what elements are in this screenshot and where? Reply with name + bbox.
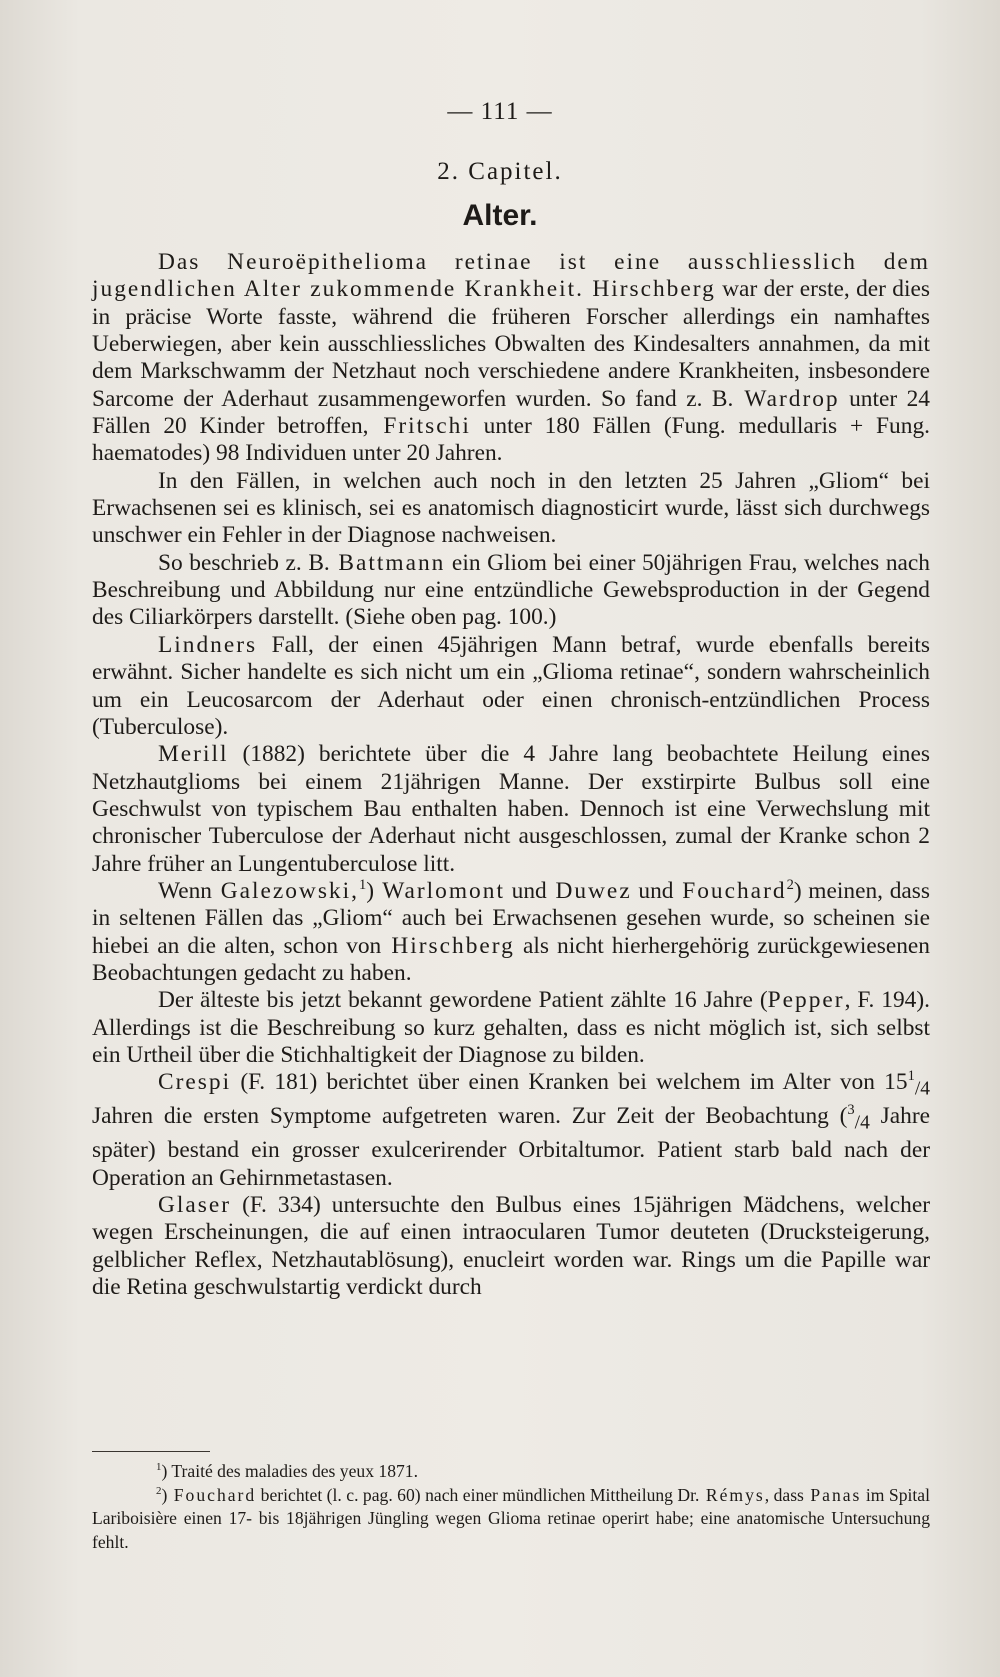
author-name: Duwez	[546, 877, 632, 904]
footnote-1	[92, 1460, 930, 1484]
paragraph-1	[92, 249, 930, 468]
footnote-2	[92, 1484, 930, 1555]
author-name: Merill	[158, 741, 229, 768]
text-run: Das Neuroëpithelioma retinae ist eine ausschliesslich dem jugendlichen Alter zukommende Krankheit.	[92, 249, 930, 303]
text-run: ) Traité des maladies des yeux 1871.	[161, 1461, 418, 1481]
text-run: , dass	[764, 1484, 804, 1505]
text-run: )	[161, 1484, 168, 1505]
author-name: Warlomont	[374, 877, 505, 904]
fraction-denominator: /4	[914, 1078, 930, 1100]
author-name: Lindners	[158, 631, 258, 658]
text-run: So beschrieb z. B.	[158, 549, 330, 576]
footnote-marker: 1	[358, 877, 367, 894]
body-text	[92, 249, 930, 1301]
text-run: Der älteste bis jetzt bekannt gewordene Patient zählte 16 Jahre (	[158, 987, 768, 1014]
text-run: (F. 334) untersuchte den Bulbus eines 15jährigen Mädchens, welcher wegen Erscheinungen, die auf einen intraocularen Tumor deuteten (Drucksteigerung, gelblicher Reflex, Netzhautablösung), enucleirt worden war. Rings um die Papille war die Retina geschwulstartig verdickt durch	[92, 1192, 930, 1301]
author-name: Fritschi	[368, 413, 471, 440]
text-run: , F. 194). Allerdings ist die Beschreibung so kurz gehalten, dass es nicht möglich ist, sich selbst ein Urtheil über die Stichhaltigkeit der Diagnose zu bilden.	[92, 987, 931, 1068]
text-run: Jahren die ersten Symptome aufgetreten waren. Zur Zeit der Beobachtung (	[92, 1103, 848, 1130]
text-run: )	[366, 877, 375, 904]
paragraph-2	[92, 468, 930, 550]
text-run: unter 180 Fällen (Fung. medullaris + Fung. haematodes) 98 Individuen unter 20 Jahren.	[92, 413, 930, 467]
footnote-divider	[92, 1451, 210, 1452]
text-run: berichtet (l. c. pag. 60) nach einer mündlichen Mittheilung Dr.	[256, 1484, 700, 1505]
author-name: Hirschberg	[381, 932, 515, 959]
paragraph-6	[92, 878, 930, 987]
footnote-marker: 2	[156, 1484, 162, 1497]
section-title: Alter.	[462, 199, 538, 232]
footnotes	[92, 1460, 930, 1554]
page-number: — 111 —	[447, 98, 553, 125]
author-name: Wardrop	[733, 385, 840, 412]
author-name: Battmann	[329, 549, 446, 576]
paragraph-9	[92, 1192, 930, 1301]
author-name: Crespi	[158, 1069, 232, 1096]
text-run: unter 24 Fällen 20 Kinder betroffen,	[92, 385, 930, 440]
author-name: Galezowski,	[211, 877, 359, 904]
text-run: und	[631, 877, 674, 904]
text-run: und	[504, 877, 547, 904]
paragraph-5	[92, 741, 930, 878]
text-run: (1882) berichtete über die 4 Jahre lang beobachtete Heilung eines Netzhautglioms bei einem 21jährigen Manne. Der exstirpirte Bulbus soll eine Geschwulst von typischem Bau enthalten haben. Dennoch ist eine Verwechslung mit chronischer Tuberculose der Aderhaut nicht ausgeschlossen, zumal der Kranke schon 2 Jahre früher an Lungentuberculose litt.	[92, 741, 930, 877]
fraction-numerator: 3	[847, 1102, 855, 1119]
paragraph-3	[92, 550, 930, 632]
author-name: Fouchard	[167, 1484, 257, 1505]
text-run: ) meinen, dass in seltenen Fällen das „Gliom“ auch bei Erwachsenen gesehen wurde, so scheinen sie hiebei an die alten, schon von	[92, 877, 930, 959]
paragraph-8	[92, 1069, 930, 1192]
footnote-marker: 1	[156, 1461, 162, 1474]
author-name: Pepper	[767, 987, 845, 1014]
author-name: Fouchard	[673, 877, 787, 904]
text-run: als nicht hierhergehörig zurückgewiesenen Beobachtungen gedacht zu haben.	[92, 932, 930, 986]
text-run: In den Fällen, in welchen auch noch in den letzten 25 Jahren „Gliom“ bei Erwachsenen sei es klinisch, sei es anatomisch diagnosticirt wurde, lässt sich durchwegs unschwer ein Fehler in der Diagnose nachweisen.	[92, 467, 930, 549]
author-name: Hirschberg	[583, 276, 716, 303]
text-run: ein Gliom bei einer 50jährigen Frau, welches nach Beschreibung und Abbildung nur eine entzündliche Gewebsproduction in der Gegend des Ciliarkörpers darstellt. (Siehe oben pag. 100.)	[92, 549, 930, 631]
paragraph-7	[92, 987, 930, 1069]
text-run: war der erste, der dies in präcise Worte fasste, während die früheren Forscher allerdings ein namhaftes Ueberwiegen, aber kein ausschliessliches Obwalten des Kindesalters annahmen, da mit dem Markschwamm der Netzhaut noch verschiedene andere Krankheiten, insbesondere Sarcome der Aderhaut zusammengeworfen wurden. So fand z. B.	[92, 276, 930, 412]
paragraph-4	[92, 632, 930, 741]
text-run: Wenn	[158, 877, 212, 904]
author-name: Rémys	[699, 1484, 765, 1505]
chapter-heading: 2. Capitel.	[437, 158, 563, 185]
fraction-numerator: 1	[907, 1068, 915, 1085]
footnote-marker: 2	[786, 877, 794, 894]
author-name: Panas	[803, 1484, 862, 1505]
text-run: im Spital Lariboisière einen 17- bis 18jährigen Jüngling wegen Glioma retinae operirt habe; eine anatomische Untersuchung fehlt.	[92, 1484, 930, 1552]
author-name: Glaser	[158, 1192, 232, 1219]
text-run: Jahre später) bestand ein grosser exulcerirender Orbitaltumor. Patient starb bald nach der Operation an Gehirnmetastasen.	[92, 1103, 930, 1191]
text-run: Fall, der einen 45jährigen Mann betraf, wurde ebenfalls bereits erwähnt. Sicher handelte es sich nicht um ein „Glioma retinae“, sondern wahrscheinlich um ein Leucosarcom der Aderhaut oder einen chronisch-entzündlichen Process (Tuberculose).	[92, 631, 930, 740]
fraction-denominator: /4	[854, 1113, 870, 1134]
text-run: (F. 181) berichtet über einen Kranken bei welchem im Alter von 15	[231, 1069, 908, 1096]
